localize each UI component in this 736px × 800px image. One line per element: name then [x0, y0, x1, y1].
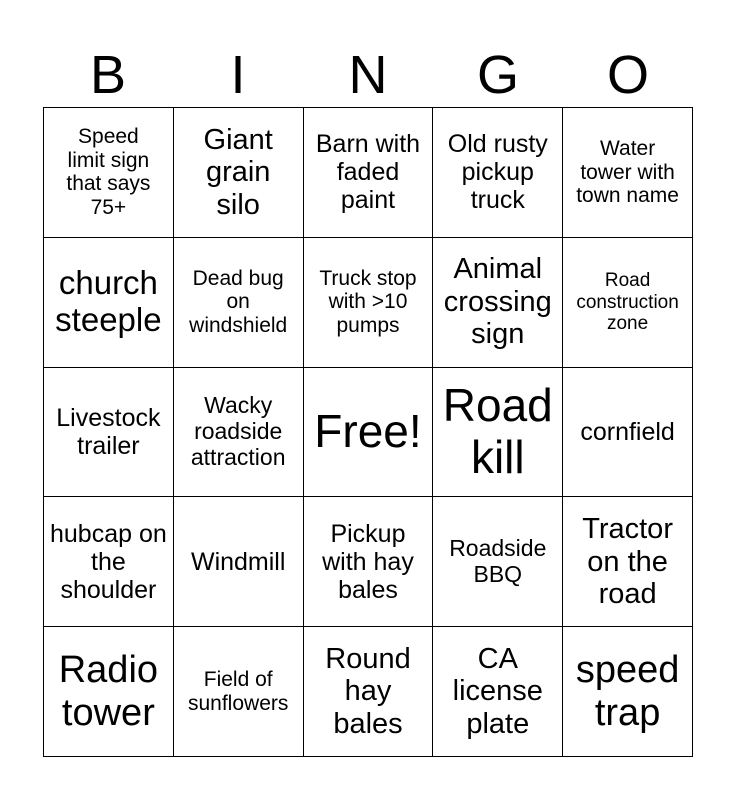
bingo-cell[interactable] [304, 497, 434, 627]
cell-text: Giant grain silo [203, 123, 273, 221]
cell-text: Old rusty pickup truck [447, 130, 548, 215]
header-letter-i: I [230, 45, 246, 105]
bingo-cell[interactable] [563, 108, 693, 238]
bingo-header [43, 44, 693, 106]
cell-text: cornfield [580, 417, 675, 446]
bingo-cell[interactable] [563, 627, 693, 757]
bingo-cell[interactable] [44, 108, 174, 238]
cell-text: Roadside BBQ [449, 535, 547, 587]
bingo-cell[interactable] [563, 238, 693, 368]
cell-text: Wacky roadside attraction [190, 392, 286, 470]
bingo-cell[interactable] [174, 627, 304, 757]
header-letter-g: G [476, 45, 519, 105]
cell-text: Free! [314, 405, 422, 458]
cell-text: Truck stop with >10 pumps [319, 266, 417, 337]
bingo-cell[interactable] [433, 368, 563, 498]
bingo-cell[interactable] [433, 238, 563, 368]
cell-text: Water tower with town name [576, 137, 679, 208]
bingo-cell[interactable] [563, 497, 693, 627]
cell-text: Barn with faded paint [315, 130, 421, 215]
cell-text: Tractor on the road [582, 513, 673, 611]
cell-text: church steeple [55, 264, 162, 339]
bingo-cell[interactable] [44, 497, 174, 627]
bingo-cell[interactable] [174, 108, 304, 238]
cell-text: speed trap [575, 649, 680, 734]
cell-text: Road kill [442, 379, 553, 483]
bingo-cell[interactable] [563, 368, 693, 498]
bingo-cell[interactable] [44, 238, 174, 368]
bingo-cell[interactable] [304, 627, 434, 757]
header-letter-b: B [89, 45, 127, 105]
bingo-cell[interactable] [174, 238, 304, 368]
cell-text: Pickup with hay bales [322, 519, 414, 604]
header-letter-n: N [348, 45, 388, 105]
bingo-cell[interactable] [44, 368, 174, 498]
header-letter-o: O [606, 45, 649, 105]
bingo-cell[interactable] [174, 368, 304, 498]
cell-text: Speed limit sign that says 75+ [66, 125, 151, 219]
cell-text: Road construction zone [576, 270, 679, 334]
cell-text: hubcap on the shoulder [50, 519, 167, 604]
bingo-free-space[interactable] [304, 368, 434, 498]
bingo-cell[interactable] [304, 108, 434, 238]
cell-text: Radio tower [58, 649, 159, 734]
cell-text: Field of sunflowers [187, 668, 289, 715]
bingo-cell[interactable] [174, 497, 304, 627]
bingo-cell[interactable] [44, 627, 174, 757]
bingo-cell[interactable] [433, 627, 563, 757]
cell-text: Windmill [190, 547, 286, 576]
cell-text: Animal crossing sign [443, 253, 552, 351]
cell-text: Dead bug on windshield [189, 266, 288, 337]
bingo-board [43, 107, 693, 757]
bingo-cell[interactable] [433, 497, 563, 627]
cell-text: Round hay bales [325, 642, 411, 740]
cell-text: CA license plate [452, 642, 543, 740]
bingo-cell[interactable] [304, 238, 434, 368]
bingo-cell[interactable] [433, 108, 563, 238]
cell-text: Livestock trailer [56, 403, 161, 460]
